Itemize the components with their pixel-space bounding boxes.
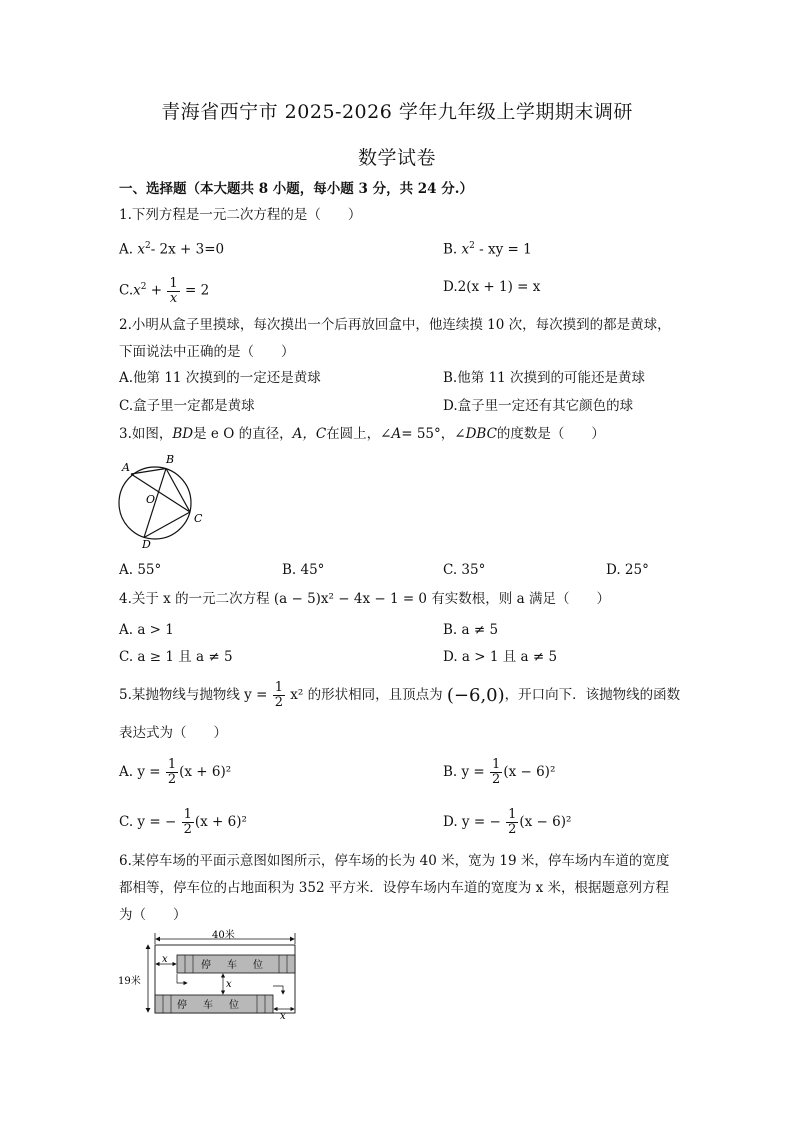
q2-option-d: D.盒子里一定还有其它颜色的球 [443, 398, 634, 414]
q3-stem: 3.如图，BD是 e O 的直径，A，C在圆上，∠A= 55°，∠DBC的度数是（ ） [119, 426, 605, 442]
q4-option-a: A. a > 1 [119, 622, 174, 638]
q6-stem-line2: 都相等，停车位的占地面积为 352 平方米．设停车场内车道的宽度为 x 米，根据题意列方程 [119, 880, 670, 896]
q3-circle-figure [115, 450, 215, 550]
height-label: 19米 [118, 976, 141, 987]
q2-option-b: B.他第 11 次摸到的可能还是黄球 [443, 370, 645, 386]
x-label-right: x [280, 1011, 286, 1020]
q6-stem-line3: 为（ ） [119, 907, 187, 923]
q5-option-c: C. y = − $\frac{1}{2}$ (x + 6)² [119, 807, 247, 837]
chord-ac [131, 474, 190, 512]
bottom-label-wei: 位 [229, 1000, 239, 1011]
x-label-middle: x [226, 979, 232, 990]
q6-stem-line1: 6.某停车场的平面示意图如图所示，停车场的长为 40 米，宽为 19 米，停车场内车道的宽度 [119, 853, 670, 869]
q1-option-d: D.2(x + 1) = x [443, 279, 541, 295]
q3-option-d: D. 25° [606, 562, 649, 578]
exam-subtitle: 数学试卷 [357, 147, 436, 169]
label-a: A [122, 461, 130, 474]
top-label-wei: 位 [253, 960, 263, 971]
label-b: B [166, 453, 175, 466]
q3-option-a: A. 55° [119, 562, 162, 578]
parking-lot-figure [115, 928, 305, 1020]
bottom-label-che: 车 [203, 1000, 213, 1011]
q5-option-a: A. y = $\frac{1}{2}$ (x + 6)² [119, 757, 232, 787]
label-c: C [194, 512, 203, 525]
q2-stem-line1: 2.小明从盒子里摸球，每次摸出一个后再放回盒中，他连续摸 10 次，每次摸到的都是黄球， [119, 317, 671, 333]
q3-option-c: C. 35° [443, 562, 486, 578]
q1-option-a: A. $x^2-$ 2x + 3=0 [119, 241, 225, 258]
section-header: 一、选择题（本大题共 8 小题，每小题 3 分，共 24 分.） [119, 181, 473, 197]
exam-title: 青海省西宁市 2025-2026 学年九年级上学期期末调研 [161, 101, 633, 123]
label-o: O [146, 493, 156, 506]
label-d: D [142, 538, 151, 550]
q5-stem-line1: 5.某抛物线与抛物线 y = $\frac{1}{2}$ x² 的形状相同，且顶点为 (−6,0)，开口向下．该抛物线的函数 [119, 680, 681, 710]
top-label-ting: 停 [201, 960, 211, 971]
chord-ab [131, 469, 166, 475]
q5-stem-line2: 表达式为（ ） [119, 725, 227, 741]
q2-stem-line2: 下面说法中正确的是（ ） [119, 344, 295, 360]
q2-option-a: A.他第 11 次摸到的一定还是黄球 [119, 370, 321, 386]
q4-option-b: B. a ≠ 5 [443, 622, 499, 638]
q5-option-d: D. y = − $\frac{1}{2}$ (x − 6)² [443, 807, 572, 837]
bottom-label-ting: 停 [177, 1000, 187, 1011]
q4-stem: 4.关于 x 的一元二次方程 (a − 5)x² − 4x − 1 = 0 有实数根，则 a 满足（ ） [119, 591, 610, 607]
bottom-parking-row [155, 995, 273, 1013]
width-label: 40米 [212, 930, 235, 941]
q1-option-c: $C.x^2$ + $\frac{1}{x}$ = 2 [119, 275, 210, 306]
q1-stem: 1.下列方程是一元二次方程的是（ ） [119, 207, 362, 223]
q4-option-d: D. a > 1 且 a ≠ 5 [443, 649, 558, 665]
q4-option-c: C. a ≥ 1 且 a ≠ 5 [119, 649, 233, 665]
q3-option-b: B. 45° [282, 562, 325, 578]
q1-option-b: B. $x^2$ - xy = 1 [443, 241, 532, 258]
x-label-left: x [162, 954, 168, 965]
q5-option-b: B. y = $\frac{1}{2}$ (x − 6)² [443, 757, 556, 787]
top-label-che: 车 [227, 960, 237, 971]
q2-option-c: C.盒子里一定都是黄球 [119, 398, 255, 414]
